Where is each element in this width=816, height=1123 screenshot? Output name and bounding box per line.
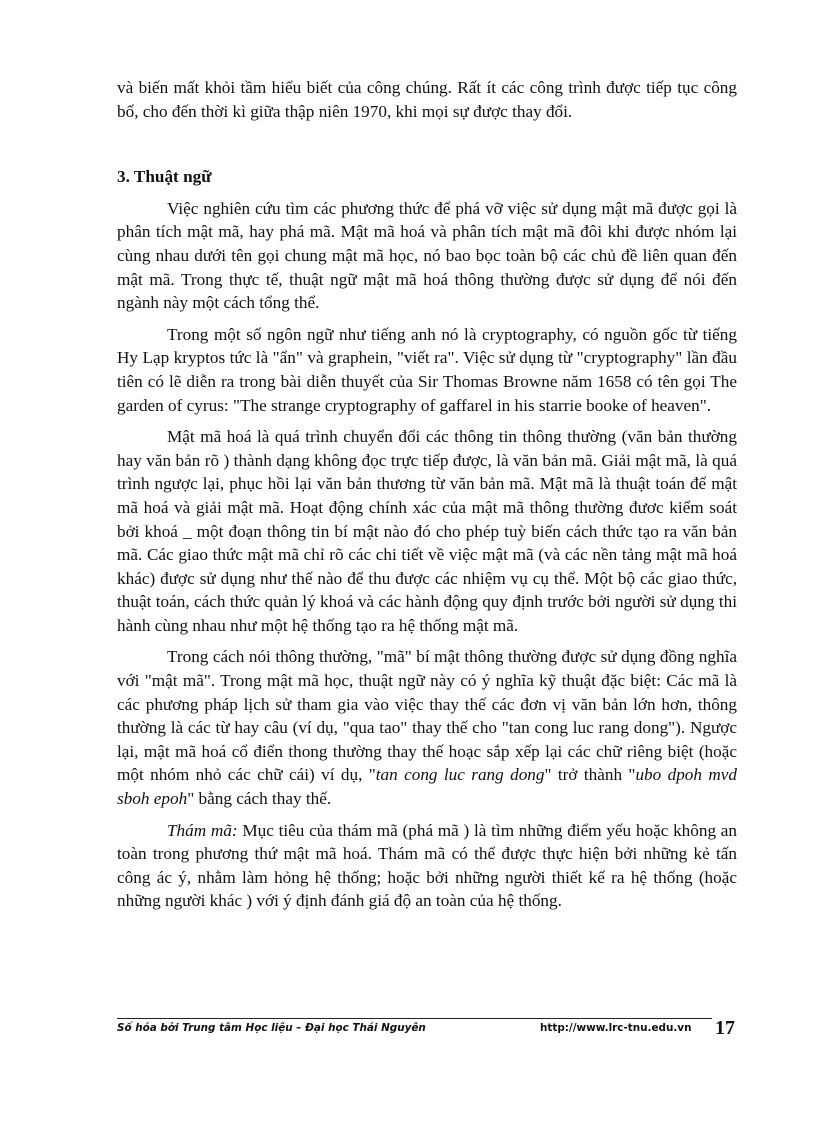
document-body <box>117 76 737 913</box>
example-ciphertext: ubo dpoh mvd sboh epoh <box>117 765 738 809</box>
paragraph-4-end: " bằng cách thay thế. <box>187 789 332 809</box>
page-footer <box>117 1017 742 1046</box>
footer-divider <box>117 1018 712 1019</box>
paragraph-4-text: Trong cách nói thông thường, "mã" bí mật thông thường được sử dụng đồng nghĩa với "mật mã". Trong mật mã học, thuật ngữ này có ý nghĩa kỹ thuật đặc biệt: Các mã là các phương pháp lịch sử tham gia vào việc thay thế các đơn vị văn bản lớn hơn, thông thường là các từ hay câu (ví dụ, "qua tao" thay thế cho "tan cong luc rang dong"). Ngược lại, mật mã hoá cổ điển thong thường thay thế hoạc sắp xếp lại các chữ riêng biệt (hoặc một nhóm nhỏ các chữ cái) ví dụ, " <box>117 647 737 785</box>
footer-url: http://www.lrc-tnu.edu.vn <box>540 1022 692 1034</box>
term-label: Thám mã: <box>167 820 238 840</box>
paragraph-4 <box>117 645 737 810</box>
page-number: 17 <box>715 1017 735 1039</box>
paragraph-5 <box>117 819 737 913</box>
paragraph-intro: và biến mất khỏi tầm hiểu biết của công chúng. Rất ít các công trình được tiếp tục công bố, cho đến thời kì giữa thập niên 1970, khi mọi sự được thay đổi. <box>117 78 737 121</box>
paragraph-3: Mật mã hoá là quá trình chuyển đổi các thông tin thông thường (văn bản thường hay văn bản rõ ) thành dạng không đọc trực tiếp được, là văn bản mã. Giải mật mã, là quá trình ngược lại, phục hồi lại văn bản thương từ văn bản mã. Mật mã là thuật toán để mật mã hoá và giải mật mã. Hoạt động chính xác của mật mã thông thường đươc kiểm soát bởi khoá _ một đoạn thông tin bí mật nào đó cho phép tuỳ biến cách thức tạo ra văn bản mã. Các giao thức mật mã chỉ rõ các chi tiết về việc mật mã (và các nền tảng mật mã hoá khác) được sử dụng như thế nào để thu được các nhiệm vụ cụ thể. Một bộ các giao thức, thuật toán, cách thức quản lý khoá và các hành động quy định trước bởi người sử dụng thi hành cùng nhau như một hệ thống tạo ra hệ thống mật mã. <box>117 427 737 635</box>
paragraph-5-text: Mục tiêu của thám mã (phá mã ) là tìm những điểm yếu hoặc không an toàn trong phương thứ mật mã hoá. Thám mã có thể được thực hiện bởi những kẻ tấn công ác ý, nhằm làm hỏng hệ thống; hoặc bởi những người thiết kế ra hệ thống (hoặc những người khác ) với ý định đánh giá độ an toàn của hệ thống. <box>117 820 737 911</box>
paragraph-4-mid: " trở thành " <box>544 765 636 785</box>
footer-credit: Số hóa bởi Trung tâm Học liệu – Đại học Thái Nguyên <box>117 1022 426 1034</box>
example-plaintext: tan cong luc rang dong <box>375 765 545 785</box>
paragraph-1: Việc nghiên cứu tìm các phương thức để phá vỡ việc sử dụng mật mã được gọi là phân tích mật mã, hay phá mã. Mật mã hoá và phân tích mật mã đôi khi được nhóm lại cùng nhau dưới tên gọi chung mật mã học, nó bao bọc toàn bộ các chủ đề liên quan đến mật mã. Trong thực tế, thuật ngữ mật mã hoá thông thường được sử dụng để nói đến ngành này một cách tổng thể. <box>117 198 737 313</box>
section-heading: 3. Thuật ngữ <box>117 167 212 187</box>
paragraph-2: Trong một số ngôn ngữ như tiếng anh nó là cryptography, có nguồn gốc từ tiếng Hy Lạp kryptos tức là "ẩn" và graphein, "viết ra". Việc sử dụng từ "cryptography" lần đầu tiên có lẽ diễn ra trong bài diễn thuyết của Sir Thomas Browne năm 1658 có tên gọi The garden of cyrus: "The strange cryptography of gaffarel in his starrie booke of heaven". <box>117 324 737 415</box>
